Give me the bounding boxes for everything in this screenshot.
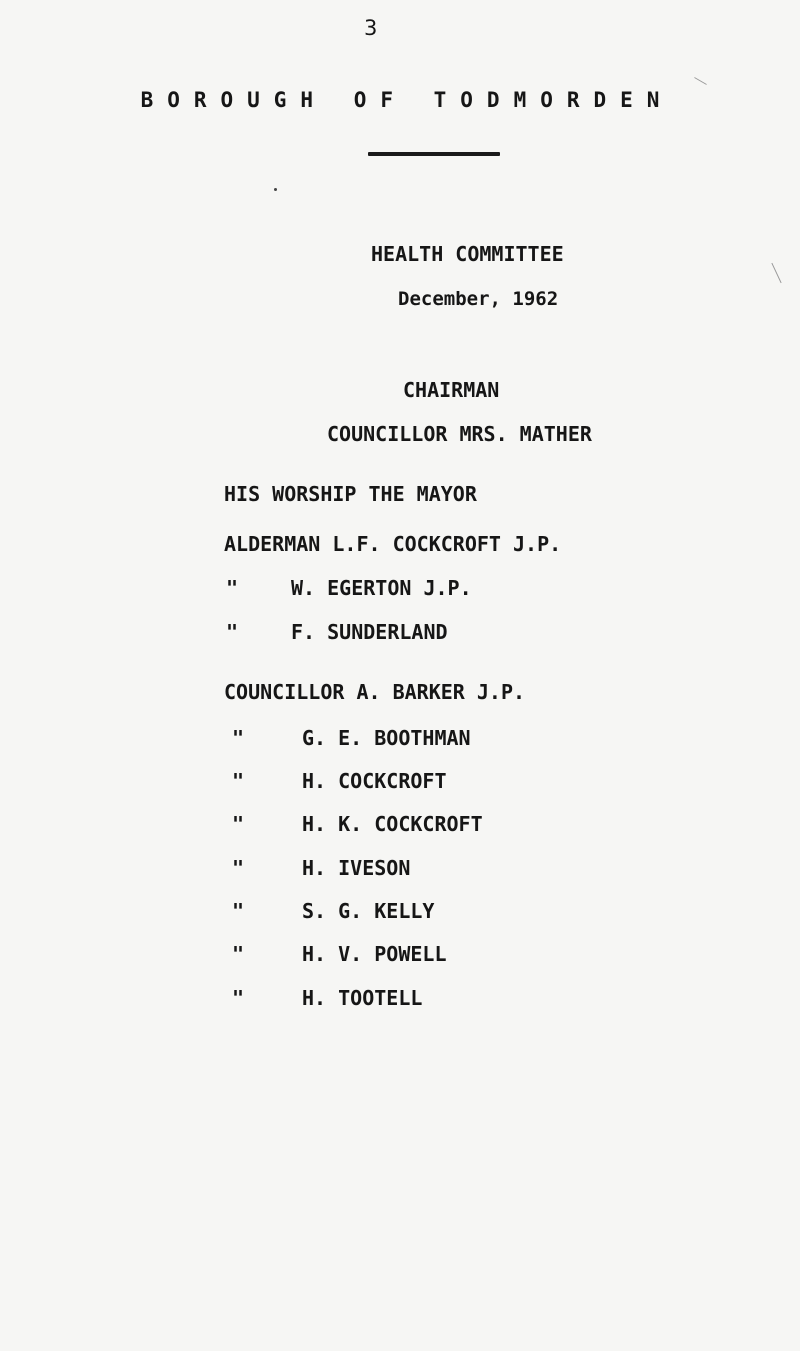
ditto-mark: " — [232, 856, 245, 880]
committee-date: December, 1962 — [398, 288, 559, 310]
member-councillor-8: H. TOOTELL — [302, 986, 423, 1010]
member-alderman-3: F. SUNDERLAND — [291, 620, 448, 644]
speck — [274, 188, 277, 191]
ditto-mark: " — [232, 986, 245, 1010]
member-councillor-4: H. K. COCKCROFT — [302, 812, 483, 836]
member-councillor-2: G. E. BOOTHMAN — [302, 726, 471, 750]
member-councillor-3: H. COCKCROFT — [302, 769, 447, 793]
member-councillor-1: COUNCILLOR A. BARKER J.P. — [224, 680, 526, 704]
ditto-mark: " — [232, 942, 245, 966]
committee-title: HEALTH COMMITTEE — [371, 242, 564, 266]
margin-mark — [771, 263, 781, 283]
ditto-mark: " — [232, 899, 245, 923]
chairman-heading: CHAIRMAN — [403, 378, 500, 402]
member-councillor-6: S. G. KELLY — [302, 899, 435, 923]
page-number: 3 — [364, 16, 378, 40]
borough-header: BOROUGH OF TODMORDEN — [140, 88, 674, 112]
margin-mark — [694, 77, 707, 85]
ditto-mark: " — [226, 620, 239, 644]
member-alderman-1: ALDERMAN L.F. COCKCROFT J.P. — [224, 532, 562, 556]
ditto-mark: " — [226, 576, 239, 600]
member-alderman-2: W. EGERTON J.P. — [291, 576, 472, 600]
member-councillor-5: H. IVESON — [302, 856, 411, 880]
header-underline — [368, 152, 500, 156]
chairman-name: COUNCILLOR MRS. MATHER — [327, 422, 592, 446]
member-councillor-7: H. V. POWELL — [302, 942, 447, 966]
ditto-mark: " — [232, 726, 245, 750]
ditto-mark: " — [232, 769, 245, 793]
member-mayor: HIS WORSHIP THE MAYOR — [224, 482, 477, 506]
ditto-mark: " — [232, 812, 245, 836]
